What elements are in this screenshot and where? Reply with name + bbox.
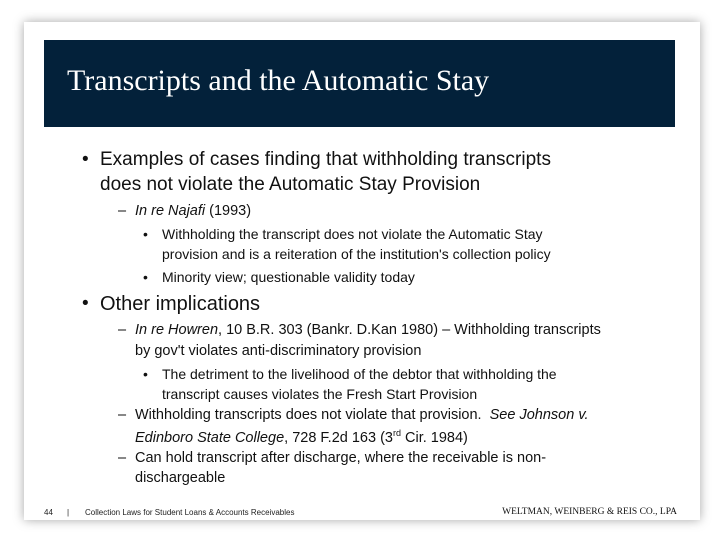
bullet-text: Other implications (100, 293, 261, 315)
ordinal-suffix: rd (392, 428, 401, 438)
bullet-text: Examples of cases finding that withholding transcripts (100, 149, 551, 170)
bullet-text: does not violate the Automatic Stay Provision (100, 174, 481, 195)
case-name: In re Najafi (135, 203, 206, 219)
sub-text: Cir. 1984) (400, 429, 468, 446)
point-text: Withholding the transcript does not violate the Automatic Stay (162, 226, 543, 242)
bullet-icon: • (143, 226, 148, 242)
bullet-icon: • (143, 366, 148, 382)
citation-signal: See Johnson v. (489, 407, 589, 423)
sub-item-najafi (135, 203, 251, 219)
sub-text: Withholding transcripts does not violate that provision. (135, 407, 490, 423)
point-text: provision and is a reiteration of the institution's collection policy (162, 246, 551, 262)
citation (135, 428, 468, 446)
sub-text: by gov't violates anti-discriminatory provision (135, 343, 422, 359)
point-text: transcript causes violates the Fresh Start Provision (162, 386, 478, 402)
bullet-icon: • (143, 269, 148, 285)
title-bar (44, 40, 675, 127)
point-text: Minority view; questionable validity today (162, 269, 415, 285)
bullet-icon: • (82, 293, 89, 314)
dash-icon: – (118, 203, 127, 219)
slide-title: Transcripts and the Automatic Stay (67, 64, 490, 97)
deck-title: Collection Laws for Student Loans & Accounts Receivables (85, 508, 295, 517)
firm-name: WELTMAN, WEINBERG & REIS CO., LPA (502, 507, 677, 517)
dash-icon: – (118, 322, 127, 338)
sub-text: dischargeable (135, 470, 226, 486)
footer-separator: | (67, 508, 70, 517)
sub-text: , 728 F.2d 163 (3 (284, 429, 393, 446)
case-name: In re Howren (135, 322, 219, 338)
dash-icon: – (118, 407, 127, 423)
sub-text: Can hold transcript after discharge, where the receivable is non- (135, 450, 547, 466)
point-text: The detriment to the livelihood of the debtor that withholding the (162, 366, 557, 382)
bullet-icon: • (82, 149, 89, 170)
sub-text: , 10 B.R. 303 (Bankr. D.Kan 1980) – Withholding transcripts (218, 322, 601, 338)
sub-item-howren (135, 322, 601, 338)
sub-item-johnson (135, 407, 589, 423)
case-name: Edinboro State College (135, 429, 285, 446)
dash-icon: – (118, 450, 127, 466)
page-number: 44 (44, 508, 53, 517)
case-year: (1993) (205, 203, 252, 219)
